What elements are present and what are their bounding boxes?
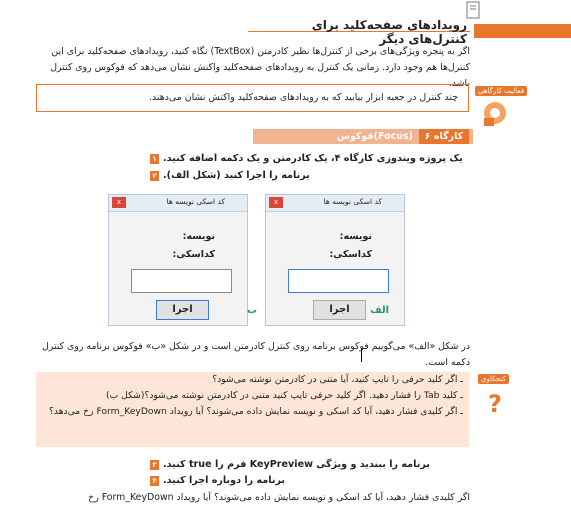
- activity-text: چند کنترل در جعبه ابزار بیابید که به رویدادهای صفحه‌کلید واکنش نشان می‌دهند.: [149, 92, 458, 103]
- caption-alef: الف: [370, 305, 390, 316]
- svg-text:?: ?: [488, 390, 502, 418]
- question-item: ـ اگر کلیدی فشار دهید، آیا کد اسکی و نویسه نمایش داده می‌شوند؟ آیا رویداد Form_KeyDown رخ می‌دهد؟: [49, 406, 463, 417]
- textbox-focused[interactable]: [288, 269, 389, 293]
- workshop-title: فوکوس(Focus): [336, 131, 413, 142]
- step-text: برنامه را ببندید و ویژگی KeyPreview فرم را true کنید.: [163, 459, 430, 470]
- question-mark-icon: [482, 388, 510, 418]
- window-title: کد اسکی نویسه ها: [323, 197, 382, 206]
- side-tab: [474, 24, 571, 38]
- section-title: رویدادهای صفحه‌کلید برای کنترل‌های دیگر: [311, 18, 467, 46]
- puzzle-gear-icon: [480, 98, 510, 128]
- step-text: برنامه را دوباره اجرا کنید.: [163, 475, 286, 486]
- focus-paragraph: در شکل «الف» می‌گوییم فوکوس برنامه روی کنترل کادرمتن است و در شکل «ب» فوکوس برنامه روی کنترل دکمه است.: [41, 341, 470, 368]
- activity-label: فعالیت کارگاهی: [475, 86, 527, 96]
- step-text: یک پروژه ویندوزی کارگاه ۴، یک کادرمتن و یک دکمه اضافه کنید.: [163, 153, 463, 164]
- close-button[interactable]: x: [269, 197, 283, 208]
- window-be: [108, 194, 248, 326]
- workshop-number: کارگاه ۶: [419, 129, 469, 144]
- run-button-focused[interactable]: اجرا: [156, 300, 209, 320]
- run-button[interactable]: اجرا: [313, 300, 366, 320]
- question-item: ـ کلید Tab را فشار دهید. اگر کلید حرفی تایپ کنید متنی در کادرمتن نوشته می‌شود؟(شکل ب): [105, 390, 463, 401]
- step-number: ۳: [150, 460, 159, 470]
- question-box: [36, 372, 469, 447]
- step-1: [150, 153, 470, 164]
- window-titlebar: [266, 195, 404, 212]
- activity-box: [36, 84, 469, 112]
- step-number: ۲: [150, 171, 159, 181]
- final-paragraph: اگر کلیدی فشار دهید، آیا کد اسکی و نویسه نمایش داده می‌شوند؟ آیا رویداد Form_KeyDown رخ: [88, 492, 470, 503]
- textbox[interactable]: [131, 269, 232, 293]
- char-label: نویسه:: [182, 231, 215, 242]
- close-button[interactable]: x: [112, 197, 126, 208]
- ascii-label: کداسکی:: [172, 249, 215, 260]
- step-number: ۴: [150, 476, 159, 486]
- step-2: [150, 170, 470, 181]
- caption-be: ب: [247, 305, 258, 316]
- book-logo-icon: [465, 0, 483, 20]
- intro-paragraph: اگر به پنجره ویژگی‌های برخی از کنترل‌ها نظیر کادرمتن (TextBox) نگاه کنید، رویدادهای صفحه‌کلید برای این کنترل‌ها هم وجود دارد. زمانی یک کنترل به رویدادهای صفحه‌کلید واکنش نشان می‌دهد که فوکوس روی کنترل باشد.: [50, 46, 470, 89]
- curious-label: کنجکاوی: [478, 374, 509, 384]
- step-3: [150, 459, 470, 470]
- window-title: کد اسکی نویسه ها: [166, 197, 225, 206]
- ascii-label: کداسکی:: [329, 249, 372, 260]
- step-4: [150, 475, 470, 486]
- question-item: ـ اگر کلید حرفی را تایپ کنید، آیا متنی در کادرمتن نوشته می‌شود؟: [212, 374, 463, 385]
- window-titlebar: [109, 195, 247, 212]
- step-text: برنامه را اجرا کنید (شکل الف).: [163, 170, 310, 181]
- char-label: نویسه:: [339, 231, 372, 242]
- step-number: ۱: [150, 154, 159, 164]
